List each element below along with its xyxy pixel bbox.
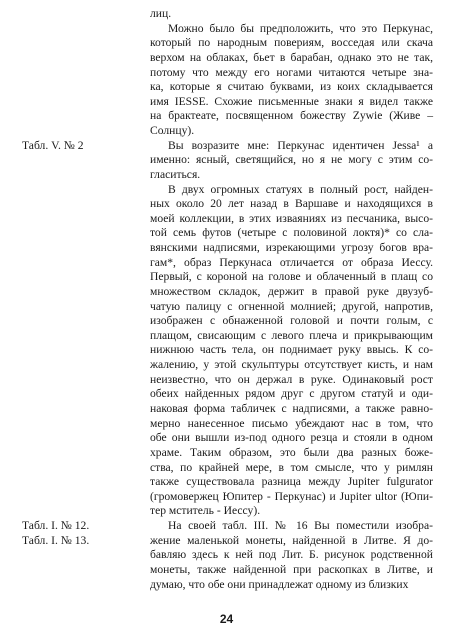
- text-line: ных около 20 лет назад в Варшаве и находящихся в: [150, 197, 433, 211]
- text-line: бавляю здесь к ней под Лит. Б. рисунок родственной: [150, 548, 433, 562]
- margin-note: Табл. I. № 13.: [22, 533, 90, 547]
- text-line: Первый, с короной на голове и облаченный в плащ со: [150, 270, 433, 284]
- text-line: также существовала разница между Jupiter fulgurator: [150, 475, 433, 489]
- text-line: той семь футов (четыре с половиной локтя)* со сла-: [150, 226, 433, 240]
- text-line: множеством складок, держит в правой руке двузуб-: [150, 284, 433, 298]
- text-line: думаю, что обе они принадлежат одному из близких: [150, 577, 409, 591]
- text-line: имя IESSE. Схожие письменные знаки я видел также: [150, 94, 433, 108]
- text-line: верхом на облаках, бьет в барабан, однако это не так,: [150, 50, 433, 64]
- text-line: на брактеате, посвященном божеству Zywie (Живе –: [150, 109, 433, 123]
- text-line: Солнцу).: [150, 124, 195, 138]
- text-line: жалению, у этой скульптуры отсутствует кисть, и нам: [150, 358, 433, 372]
- text-line: лиц.: [150, 7, 172, 20]
- text-line: монеты, также найденной при раскопках в Литве, и: [150, 562, 433, 576]
- text-line: храме. Таким образом, это были два разных боже-: [150, 445, 433, 459]
- text-line: обеих найденных рядом друг с другом статуй и оди-: [150, 387, 433, 401]
- text-line: неизвестно, что он держал в руке. Одинаковый рост: [150, 372, 433, 386]
- text-line: гам*, образ Перкунаса отличается от образа Иессу.: [150, 255, 433, 269]
- text-line: который по народным повериям, восседая или скача: [150, 36, 433, 50]
- text-line: гласиться.: [150, 167, 201, 181]
- text-line: наковая форма табличек с надписями, а также равно-: [150, 402, 433, 415]
- text-line: вянскими надписями, изрекающими угрозу богов вра-: [150, 241, 433, 255]
- text-line: (громовержец Юпитер - Перкунас) и Jupiter ultor (Юпи-: [150, 489, 433, 503]
- text-line: Можно было бы предположить, что это Перкунас,: [168, 21, 433, 35]
- text-line: моей коллекции, в этих изваяниях из песчаника, высо-: [150, 211, 433, 225]
- margin-note: Табл. V. № 2: [22, 138, 84, 152]
- text-line: В двух огромных статуях в полный рост, найден-: [168, 182, 433, 196]
- text-line: мерно нанесенное письмо убеждают нас в том, что: [150, 416, 433, 430]
- text-line: изображен с обнаженной головой и почти голым, с: [150, 314, 433, 328]
- text-line: ства, по крайней мере, в том смысле, что у римлян: [150, 460, 433, 474]
- text-line: нижнюю часть тела, он поднимает руку ввысь. К со-: [150, 343, 433, 357]
- text-line: Вы возразите мне: Перкунас идентичен Jessa¹ а: [168, 138, 433, 152]
- page-number: 24: [219, 612, 234, 626]
- text-line: тер мститель - Иессу).: [150, 504, 261, 518]
- text-line: жение маленькой монеты, найденной в Литве. Я до-: [150, 533, 433, 547]
- text-line: На своей табл. III. № 16 Вы поместили изобра-: [168, 519, 433, 533]
- text-line: ка, которые я считаю буквами, из коих складывается: [150, 80, 433, 94]
- text-line: плащом, свисающим с левого плеча и прикрывающим: [150, 328, 433, 342]
- text-line: чатую палицу с огненной молнией; другой, напротив,: [150, 299, 433, 313]
- text-line: обе они вышли из-под одного резца и стояли в одном: [150, 431, 433, 445]
- margin-note: Табл. I. № 12.: [22, 519, 90, 533]
- text-line: именно: ясный, светящийся, но я не могу с этим со-: [150, 153, 433, 167]
- text-line: потому что между его ногами читаются четыре зна-: [150, 65, 433, 79]
